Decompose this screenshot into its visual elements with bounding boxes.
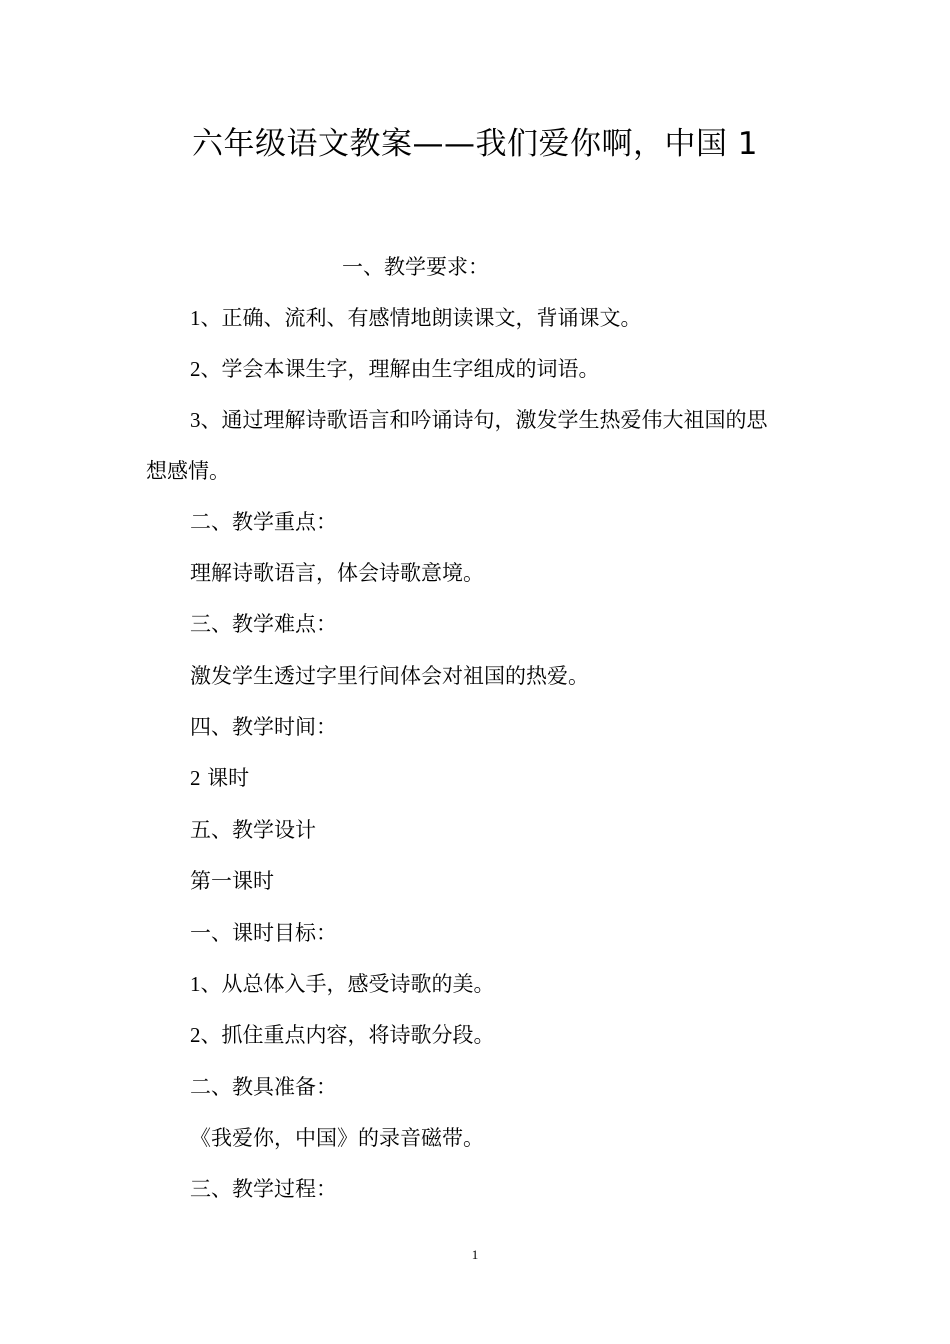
- time-value-unit: 课时: [200, 766, 250, 790]
- goals-heading: 一、课时目标：: [190, 921, 337, 945]
- requirement-item-2: [190, 354, 600, 384]
- materials-text: 《我爱你，中国》的录音磁带。: [190, 1126, 484, 1150]
- time-value-number: 2: [190, 766, 201, 790]
- design-heading: 五、教学设计: [190, 818, 316, 842]
- requirement-item-2-text: 、学会本课生字，理解由生字组成的词语。: [200, 357, 600, 381]
- page-number: 1: [471, 1247, 479, 1262]
- time-value: [190, 763, 249, 793]
- goal-item-2-text: 、抓住重点内容，将诗歌分段。: [200, 1023, 495, 1047]
- process-heading: 三、教学过程：: [190, 1177, 337, 1201]
- lesson-label: 第一课时: [190, 869, 274, 893]
- requirement-item-3-continuation: 想感情。: [146, 459, 230, 483]
- goal-item-2: [190, 1020, 495, 1050]
- requirement-item-3-number: 3: [190, 408, 201, 432]
- goal-item-1-text: 、从总体入手，感受诗歌的美。: [200, 972, 495, 996]
- requirement-item-1: [190, 303, 642, 333]
- requirement-item-3: [190, 405, 768, 435]
- difficulties-heading: 三、教学难点：: [190, 612, 337, 636]
- key-points-heading: 二、教学重点：: [190, 510, 337, 534]
- document-title: 六年级语文教案——我们爱你啊，中国 1: [191, 126, 759, 162]
- goal-item-2-number: 2: [190, 1023, 201, 1047]
- goal-item-1: [190, 969, 495, 999]
- materials-heading: 二、教具准备：: [190, 1075, 337, 1099]
- requirement-item-3-text: 、通过理解诗歌语言和吟诵诗句，激发学生热爱伟大祖国的思: [200, 408, 768, 432]
- requirement-item-1-text: 、正确、流利、有感情地朗读课文，背诵课文。: [200, 306, 642, 330]
- requirement-item-2-number: 2: [190, 357, 201, 381]
- time-heading: 四、教学时间：: [190, 715, 337, 739]
- goal-item-1-number: 1: [190, 972, 201, 996]
- key-points-text: 理解诗歌语言，体会诗歌意境。: [190, 561, 484, 585]
- requirement-item-1-number: 1: [190, 306, 201, 330]
- requirements-heading: 一、教学要求：: [342, 255, 489, 279]
- difficulties-text: 激发学生透过字里行间体会对祖国的热爱。: [190, 664, 589, 688]
